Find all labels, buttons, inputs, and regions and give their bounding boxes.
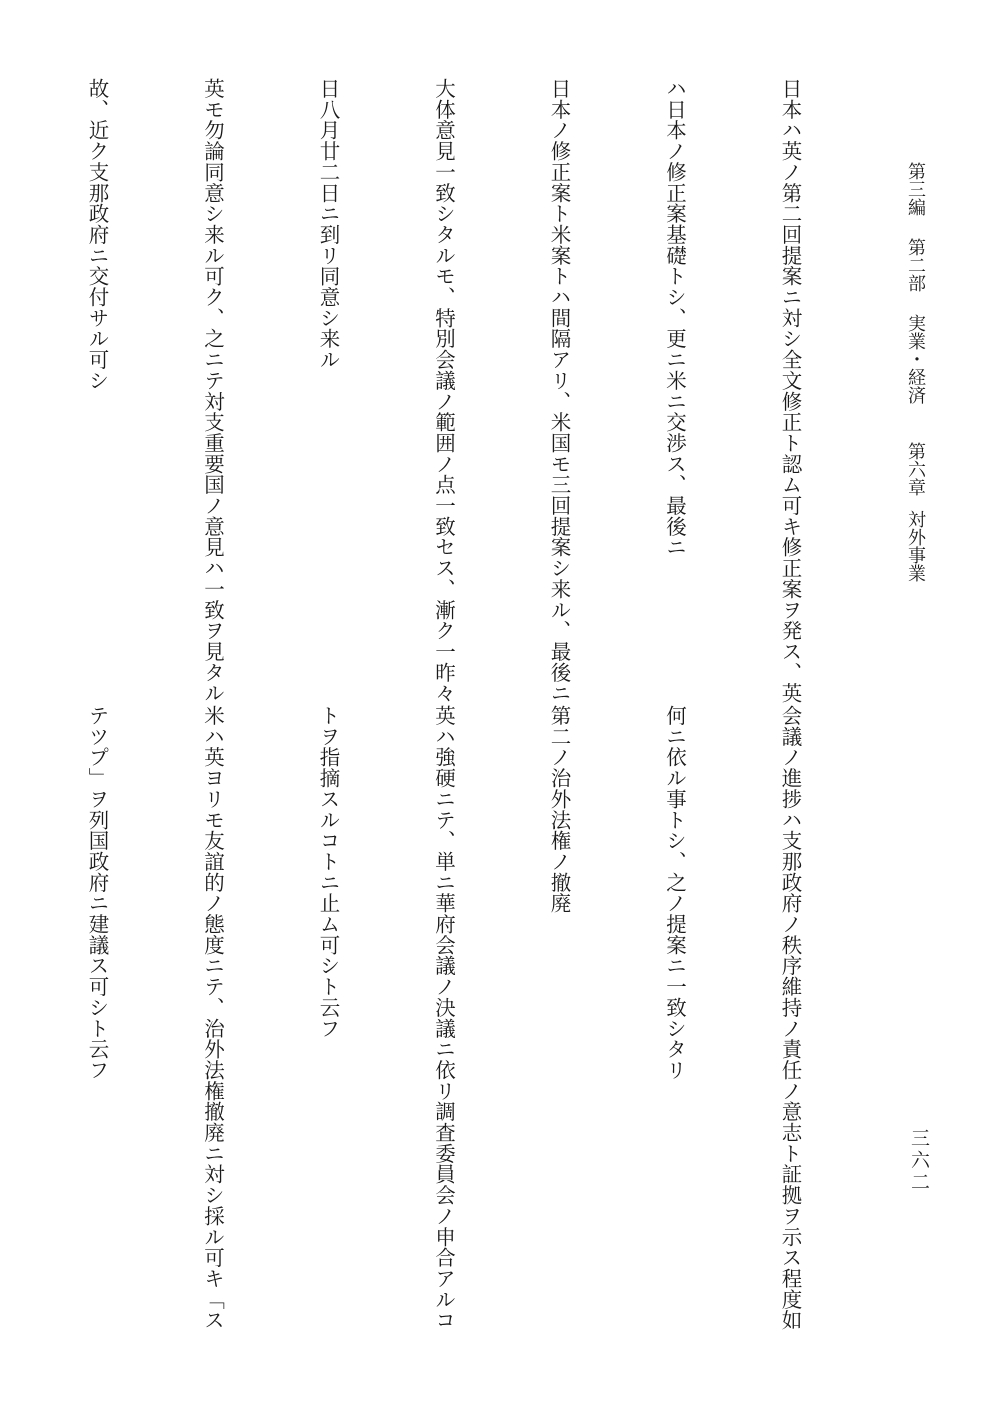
text-line: 故、近ク支那政府ニ交付サル可シ	[85, 78, 109, 391]
header-volume: 第三編	[905, 162, 926, 216]
text-line: 日本ノ修正案ト米案トハ間隔アリ、米国モ三回提案シ来ル、最後ニ	[547, 78, 571, 704]
text-line: テツプ」ヲ列国政府ニ建議ス可シト云フ	[85, 705, 109, 1081]
text-line: 大体意見一致シタルモ、特別会議ノ範囲ノ点一致セス、漸ク一昨々	[431, 78, 456, 704]
text-line	[0, 705, 1, 1305]
text-line: 日八月廿二日ニ到リ同意シ来ル	[316, 78, 340, 370]
header-section: 実業・経済	[905, 314, 926, 404]
text-line: 米ハ英ヨリモ友誼的ノ態度ニテ、治外法権撤廃ニ対シ採ル可キ「ス	[200, 705, 225, 1331]
running-header	[898, 162, 932, 622]
header-part: 第二部	[905, 238, 926, 292]
text-line: 何ニ依ル事トシ、之ノ提案ニ一致シタリ	[662, 705, 687, 1081]
page-number: 三六二	[908, 1128, 930, 1194]
text-line: 英モ勿論同意シ来ル可ク、之ニテ対支重要国ノ意見ハ一致ヲ見タル	[200, 78, 225, 704]
text-block-top	[0, 78, 886, 704]
header-chapter: 第六章	[905, 442, 926, 496]
header-chapter-title: 対外事業	[905, 510, 926, 582]
text-line: 会議ノ進捗ハ支那政府ノ秩序維持ノ責任ノ意志ト証拠ヲ示ス程度如	[778, 705, 802, 1331]
text-line: ハ日本ノ修正案基礎トシ、更ニ米ニ交渉ス、最後ニ	[662, 78, 687, 558]
text-line	[0, 78, 1, 678]
text-line: 第二ノ治外法権ノ撤廃	[547, 705, 571, 914]
text-line: トヲ指摘スルコトニ止ム可シト云フ	[316, 705, 340, 1039]
text-line: 英ハ強硬ニテ、単ニ華府会議ノ決議ニ依リ調査委員会ノ申合アルコ	[431, 705, 456, 1331]
text-line: 日本ハ英ノ第二回提案ニ対シ全文修正ト認ム可キ修正案ヲ発ス、英	[778, 78, 802, 704]
text-block-bottom	[0, 705, 886, 1331]
